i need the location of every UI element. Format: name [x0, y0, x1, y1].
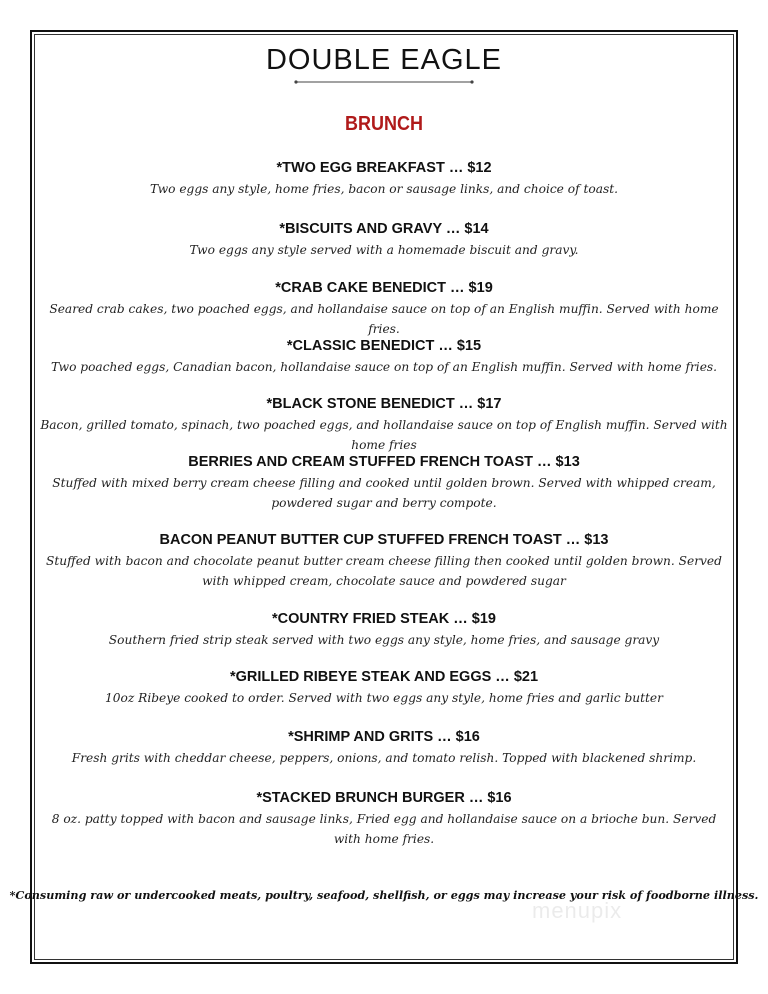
menu-item-description: 10oz Ribeye cooked to order. Served with two eggs any style, home fries and garlic butter [105, 691, 663, 705]
menu-item-description: Two eggs any style served with a homemade biscuit and gravy. [189, 243, 579, 257]
menu-item-title: BERRIES AND CREAM STUFFED FRENCH TOAST … $13 [188, 454, 580, 470]
menu-item-description: Two eggs any style, home fries, bacon or sausage links, and choice of toast. [150, 182, 618, 196]
title-ornament-divider [294, 80, 474, 84]
menu-item-description: 8 oz. patty topped with bacon and sausage links, Fried egg and hollandaise sauce on a brioche bun. Served with home fries. [51, 812, 717, 846]
menu-item-description: Southern fried strip steak served with two eggs any style, home fries, and sausage gravy [108, 633, 660, 647]
menu-item-title: *BLACK STONE BENEDICT … $17 [266, 396, 502, 412]
restaurant-name: DOUBLE EAGLE [265, 44, 503, 76]
menu-item-description: Bacon, grilled tomato, spinach, two poached eggs, and hollandaise sauce on top of English muffin. Served with home fries [40, 418, 728, 452]
watermark: menupix [532, 898, 623, 923]
menu-item-title: *GRILLED RIBEYE STEAK AND EGGS … $21 [229, 669, 539, 685]
menu-item-title: *TWO EGG BREAKFAST … $12 [276, 160, 492, 176]
menu-item [40, 530, 728, 591]
menu-item [40, 394, 728, 455]
menu-item [40, 158, 728, 199]
menu-item-title: *COUNTRY FRIED STEAK … $19 [272, 611, 496, 627]
menu-item-description: Stuffed with bacon and chocolate peanut butter cream cheese filling then cooked until golden brown. Served with whipped cream, chocolate sauce and powdered sugar [46, 554, 722, 588]
food-safety-disclaimer: *Consuming raw or undercooked meats, poultry, seafood, shellfish, or eggs may increase your risk of foodborne illness. [9, 888, 759, 902]
menu-item [40, 452, 728, 513]
menu-item [40, 336, 728, 377]
menu-item-title: *BISCUITS AND GRAVY … $14 [279, 221, 489, 237]
menu-item [40, 609, 728, 650]
menu-item-description: Seared crab cakes, two poached eggs, and hollandaise sauce on top of an English muffin. Served with home fries. [49, 302, 719, 336]
section-title-brunch: BRUNCH [344, 113, 423, 135]
menu-item-description: Fresh grits with cheddar cheese, peppers, onions, and tomato relish. Topped with blackened shrimp. [71, 751, 697, 765]
menu-item [40, 727, 728, 768]
menu-item-title: *CRAB CAKE BENEDICT … $19 [275, 280, 493, 296]
menu-item-description: Two poached eggs, Canadian bacon, hollandaise sauce on top of an English muffin. Served with home fries. [50, 360, 718, 374]
menu-item-description: Stuffed with mixed berry cream cheese filling and cooked until golden brown. Served with whipped cream, powdered sugar and berry compote. [52, 476, 716, 510]
menu-item-title: BACON PEANUT BUTTER CUP STUFFED FRENCH TOAST … $13 [159, 532, 609, 548]
menu-item [40, 278, 728, 339]
menu-item [40, 219, 728, 260]
menu-item [40, 667, 728, 708]
menu-item-title: *STACKED BRUNCH BURGER … $16 [256, 790, 512, 806]
menu-item [40, 788, 728, 849]
menu-item-title: *CLASSIC BENEDICT … $15 [286, 338, 482, 354]
menu-item-title: *SHRIMP AND GRITS … $16 [288, 729, 480, 745]
